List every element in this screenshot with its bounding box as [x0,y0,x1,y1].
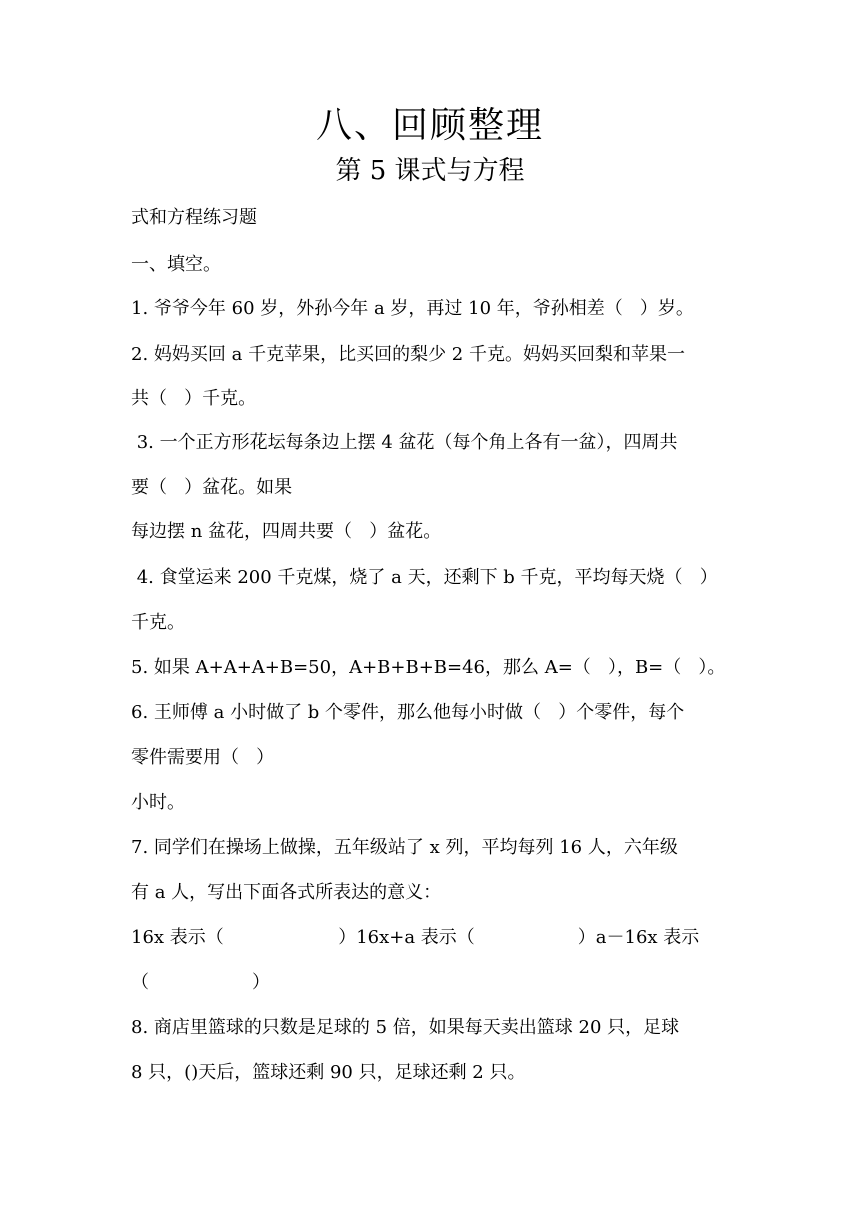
question-4-line-2: 千克。 [131,612,185,633]
lesson-subtitle: 第 5 课式与方程 [335,156,525,186]
question-3-line-3: 每边摆 n 盆花，四周共要（ ）盆花。 [131,521,442,542]
question-6-line-3: 小时。 [131,792,185,813]
question-3-line-2: 要（ ）盆花。如果 [131,477,293,498]
question-2-line-2: 共（ ）千克。 [131,388,257,409]
question-3-line-1: 3. 一个正方形花坛每条边上摆 4 盆花（每个角上各有一盆），四周共 [131,432,678,453]
question-6-line-2: 零件需要用（ ） [131,747,275,768]
question-1: 1. 爷爷今年 60 岁，外孙今年 a 岁，再过 10 年，爷孙相差（ ）岁。 [131,298,694,319]
document-title: 八、回顾整理 [315,105,544,146]
question-2-line-1: 2. 妈妈买回 a 千克苹果，比买回的梨少 2 千克。妈妈买回梨和苹果一 [131,344,685,365]
question-4-line-1: 4. 食堂运来 200 千克煤，烧了 a 天，还剩下 b 千克，平均每天烧（ ） [131,567,718,588]
question-7-line-4: （ ） [131,972,270,993]
section-heading: 式和方程练习题 [131,207,257,228]
question-7-line-2: 有 a 人，写出下面各式所表达的意义： [131,882,442,903]
question-5: 5. 如果 A+A+A+B=50，A+B+B+B=46，那么 A=（ ），B=（ ）。 [131,657,726,678]
question-6-line-1: 6. 王师傅 a 小时做了 b 个零件，那么他每小时做（ ）个零件，每个 [131,702,685,723]
part-heading: 一、填空。 [131,254,221,275]
question-8-line-1: 8. 商店里篮球的只数是足球的 5 倍，如果每天卖出篮球 20 只，足球 [131,1017,680,1038]
question-7-line-1: 7. 同学们在操场上做操，五年级站了 x 列，平均每列 16 人，六年级 [131,837,678,858]
question-8-line-2: 8 只，()天后，篮球还剩 90 只，足球还剩 2 只。 [131,1062,526,1083]
question-7-line-3: 16x 表示（ ）16x+a 表示（ ）a－16x 表示 [131,927,700,948]
